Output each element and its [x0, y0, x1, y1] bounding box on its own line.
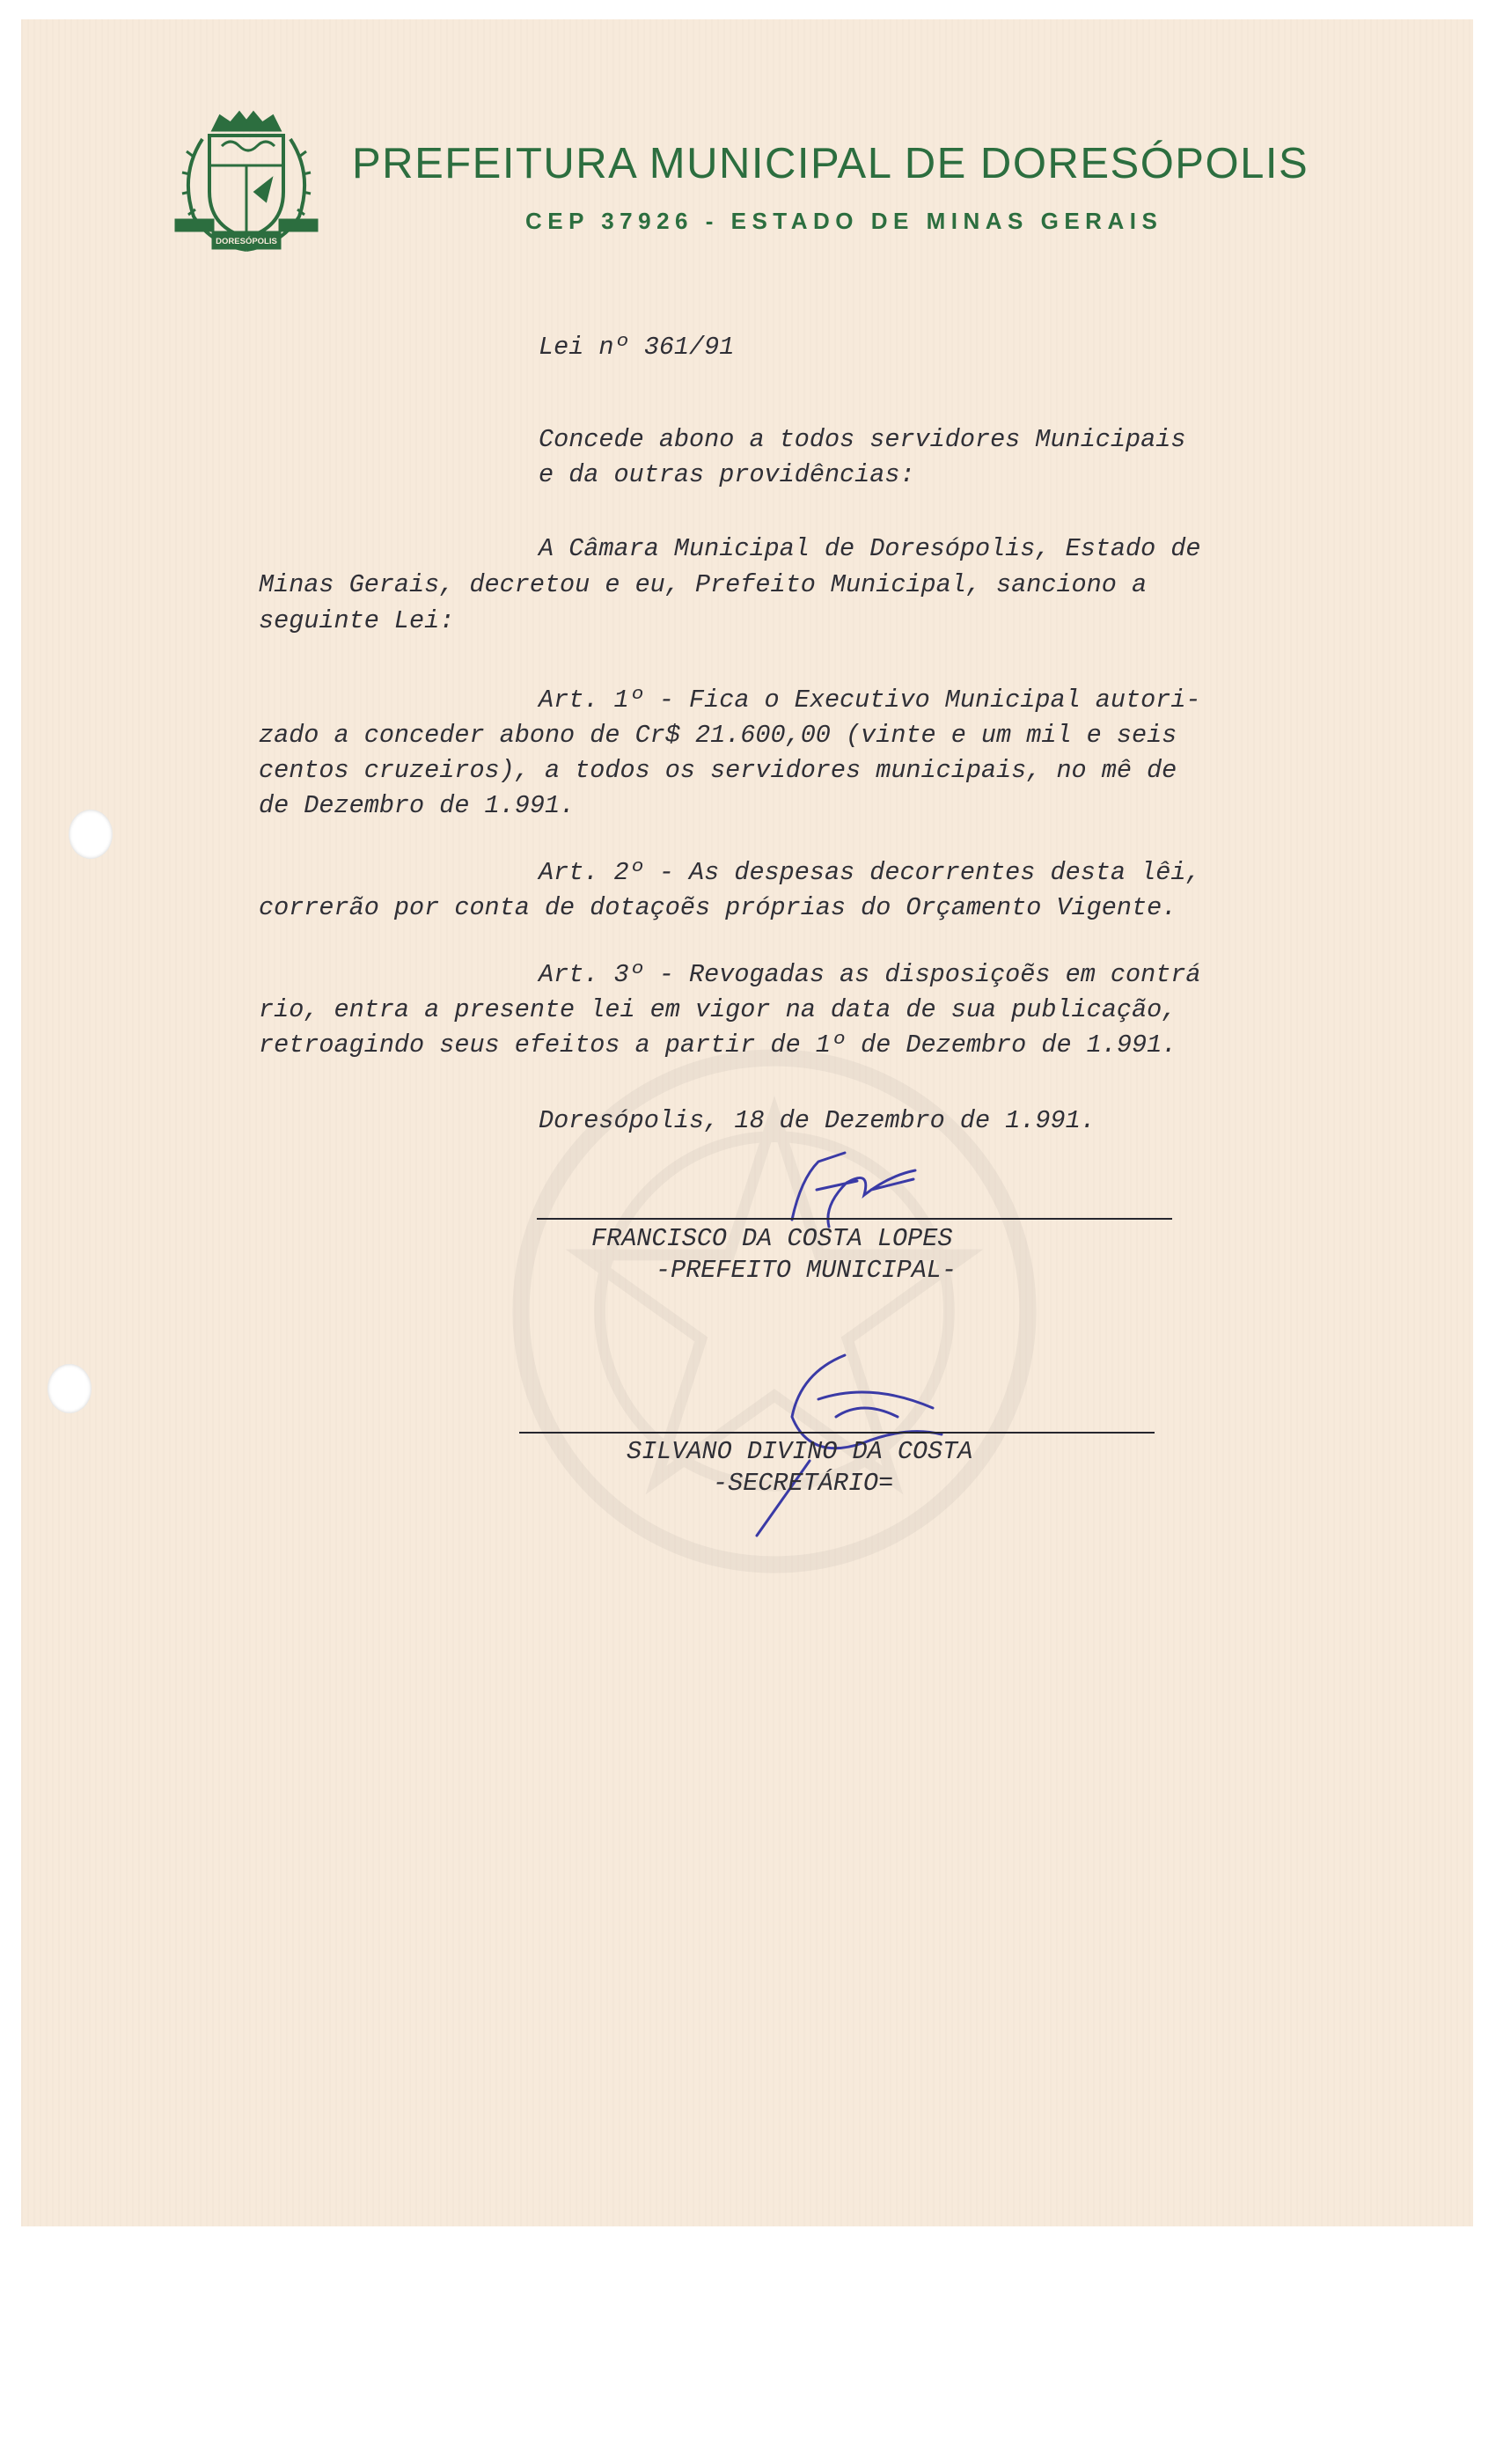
letterhead-title: PREFEITURA MUNICIPAL DE DORESÓPOLIS: [352, 140, 1309, 187]
article-1-line: Art. 1º - Fica o Executivo Municipal autori-: [539, 686, 1201, 715]
preamble-line: Minas Gerais, decretou e eu, Prefeito Municipal, sanciono a: [259, 570, 1148, 599]
crest-banner: DORESÓPOLIS: [216, 237, 277, 246]
municipal-crest-icon: [167, 104, 326, 258]
article-1-line: de Dezembro de 1.991.: [259, 791, 576, 820]
article-1-line: centos cruzeiros), a todos os servidores municipais, no mê de: [259, 756, 1177, 785]
signatory-role: -PREFEITO MUNICIPAL-: [656, 1256, 957, 1285]
signatory-role: -SECRETÁRIO=: [713, 1469, 894, 1498]
article-3-line: rio, entra a presente lei em vigor na data de sua publicação,: [259, 995, 1177, 1024]
letterhead-subtitle: CEP 37926 - ESTADO DE MINAS GERAIS: [525, 208, 1163, 234]
signature-line: [537, 1218, 1172, 1220]
punch-hole-top: [69, 810, 113, 859]
law-summary-line: Concede abono a todos servidores Municipais: [539, 425, 1186, 454]
place-date: Doresópolis, 18 de Dezembro de 1.991.: [539, 1106, 1096, 1135]
law-summary-line: e da outras providências:: [539, 460, 915, 489]
preamble-line: A Câmara Municipal de Doresópolis, Estado de: [539, 534, 1201, 563]
preamble-line: seguinte Lei:: [259, 606, 455, 635]
signatory-name: SILVANO DIVINO DA COSTA: [627, 1437, 973, 1466]
law-number: Lei nº 361/91: [539, 333, 735, 362]
punch-hole-bottom: [48, 1364, 92, 1413]
article-3-line: Art. 3º - Revogadas as disposiçoẽs em contrá: [539, 960, 1201, 989]
article-3-line: retroagindo seus efeitos a partir de 1º de Dezembro de 1.991.: [259, 1030, 1177, 1060]
article-2-line: Art. 2º - As despesas decorrentes desta lêi,: [539, 858, 1201, 887]
signatory-name: FRANCISCO DA COSTA LOPES: [591, 1224, 953, 1253]
article-2-line: correrão por conta de dotaçoẽs próprias do Orçamento Vigente.: [259, 893, 1177, 922]
signature-line: [519, 1432, 1155, 1434]
article-1-line: zado a conceder abono de Cr$ 21.600,00 (vinte e um mil e seis: [259, 721, 1177, 750]
